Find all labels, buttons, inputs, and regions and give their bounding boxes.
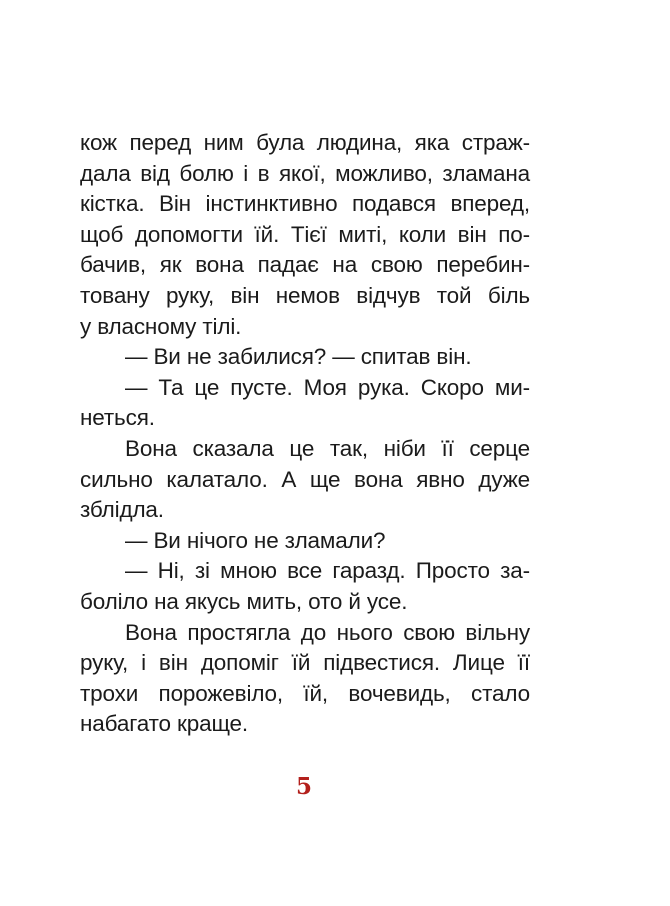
text-line: руку, і він допоміг їй підвестися. Лице її (80, 650, 530, 676)
text-line: бачив, як вона падає на свою перебин- (80, 252, 530, 278)
text-line: товану руку, він немов відчув той біль (80, 282, 530, 308)
text-line: набагато краще. (80, 711, 249, 737)
dialogue-line: — Ви не забилися? — спитав він. (125, 344, 472, 370)
paragraph-start-line: Вона простягла до нього свою вільну (125, 619, 530, 645)
dialogue-line: — Ви нічого не зламали? (125, 527, 386, 553)
text-line: кістка. Він інстинктивно подався вперед, (80, 191, 530, 217)
text-line: кож перед ним була людина, яка страж- (80, 130, 530, 155)
text-line: неться. (80, 405, 155, 431)
dialogue-line: — Та це пусте. Моя рука. Скоро ми- (125, 374, 530, 400)
text-line: щоб допомогти їй. Тієї миті, коли він по- (80, 221, 530, 247)
page-body (80, 128, 530, 740)
text-line: у власному тілі. (80, 313, 242, 339)
text-line: зблідла. (80, 497, 164, 523)
text-line: трохи порожевіло, їй, вочевидь, стало (80, 680, 530, 706)
paragraph-start-line: Вона сказала це так, ніби її серце (125, 435, 530, 461)
text-line: боліло на якусь мить, ото й усе. (80, 588, 408, 614)
dialogue-line: — Ні, зі мною все гаразд. Просто за- (125, 558, 530, 584)
text-line: дала від болю і в якої, можливо, зламана (80, 160, 530, 186)
text-line: сильно калатало. А ще вона явно дуже (80, 466, 530, 492)
page-number: 5 (295, 773, 312, 800)
